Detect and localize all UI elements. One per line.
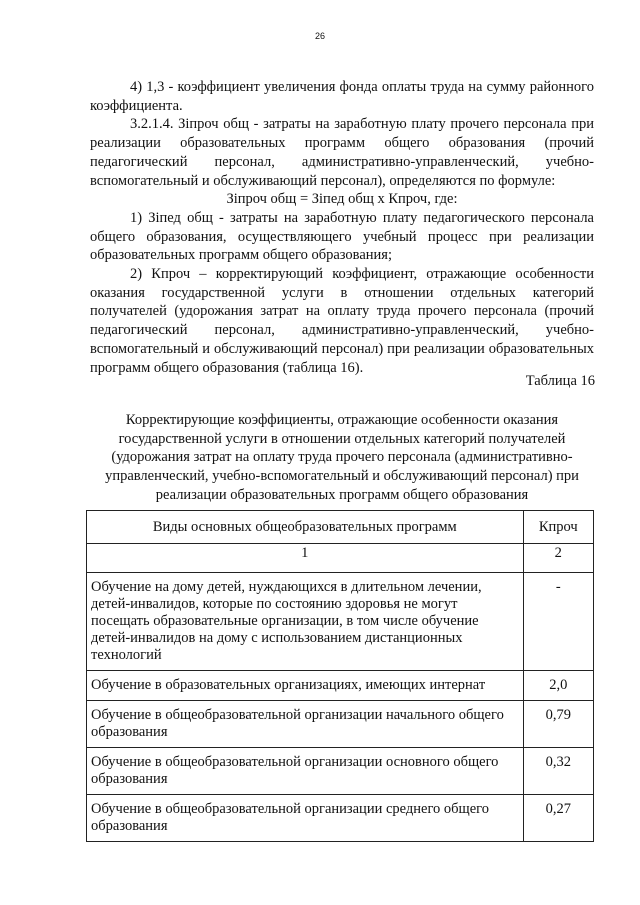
table-caption: Корректирующие коэффициенты, отражающие особенности оказания государственной услуги в отношении отдельных категорий получателей (удорожания затрат на оплату труда прочего персонала (административно-управленческий, учебно-вспомогательный и обслуживающий персонал) при реализации образовательных программ общего образования — [105, 412, 579, 503]
coefficient-cell: 2,0 — [523, 671, 593, 701]
table-row — [87, 671, 594, 701]
program-type-cell: Обучение на дому детей, нуждающихся в длительном лечении, детей-инвалидов, которые по состоянию здоровья не могут посещать образовательные организации, в том числе обучение детей-инвалидов на дому с использованием дистанционных технологий — [87, 573, 524, 671]
column-number-row — [87, 544, 594, 573]
program-type-cell: Обучение в общеобразовательной организации начального общего образования — [87, 701, 524, 748]
program-type-cell: Обучение в общеобразовательной организации основного общего образования — [87, 748, 524, 795]
coefficients-table — [86, 510, 594, 842]
table-row — [87, 701, 594, 748]
coefficient-cell: - — [523, 573, 593, 671]
formula: Зіпроч общ = Зіпед общ х Кпроч, где: — [226, 191, 458, 208]
page-number: 26 — [314, 31, 325, 41]
column-number-1: 1 — [87, 544, 524, 573]
header-kproch: Кпроч — [523, 511, 593, 544]
coefficient-cell: 0,27 — [523, 795, 593, 842]
paragraph-item-4: 4) 1,3 - коэффициент увеличения фонда оплаты труда на сумму районного коэффициента. — [90, 79, 594, 114]
table-row — [87, 748, 594, 795]
paragraph-3-2-1-4: 3.2.1.4. Зіпроч общ - затраты на заработную плату прочего персонала при реализации образовательных программ общего образования (прочий педагогический персонал, административно-управленческий, учебно-вспомогательный и обслуживающий персонал), определяются по формуле: — [90, 116, 594, 189]
coefficient-cell: 0,32 — [523, 748, 593, 795]
table-row — [87, 573, 594, 671]
table-row — [87, 795, 594, 842]
body-text — [90, 78, 594, 377]
coefficient-cell: 0,79 — [523, 701, 593, 748]
header-program-types: Виды основных общеобразовательных программ — [87, 511, 524, 544]
program-type-cell: Обучение в общеобразовательной организации среднего общего образования — [87, 795, 524, 842]
program-type-cell: Обучение в образовательных организациях, имеющих интернат — [87, 671, 524, 701]
table-label: Таблица 16 — [525, 373, 595, 389]
paragraph-definition-1: 1) Зіпед общ - затраты на заработную плату педагогического персонала общего образования, осуществляющего учебный процесс при реализации образовательных программ общего образования; — [90, 209, 594, 264]
column-number-2: 2 — [523, 544, 593, 573]
table-header-row — [87, 511, 594, 544]
paragraph-definition-2: 2) Кпроч – корректирующий коэффициент, отражающие особенности оказания государственной услуги в отношении отдельных категорий получателей (удорожания затрат на оплату труда прочего персонала (прочий педагогический персонал, административно-управленческий, учебно-вспомогательный и обслуживающий персонал) при реализации образовательных программ общего образования (таблица 16). — [90, 266, 594, 376]
